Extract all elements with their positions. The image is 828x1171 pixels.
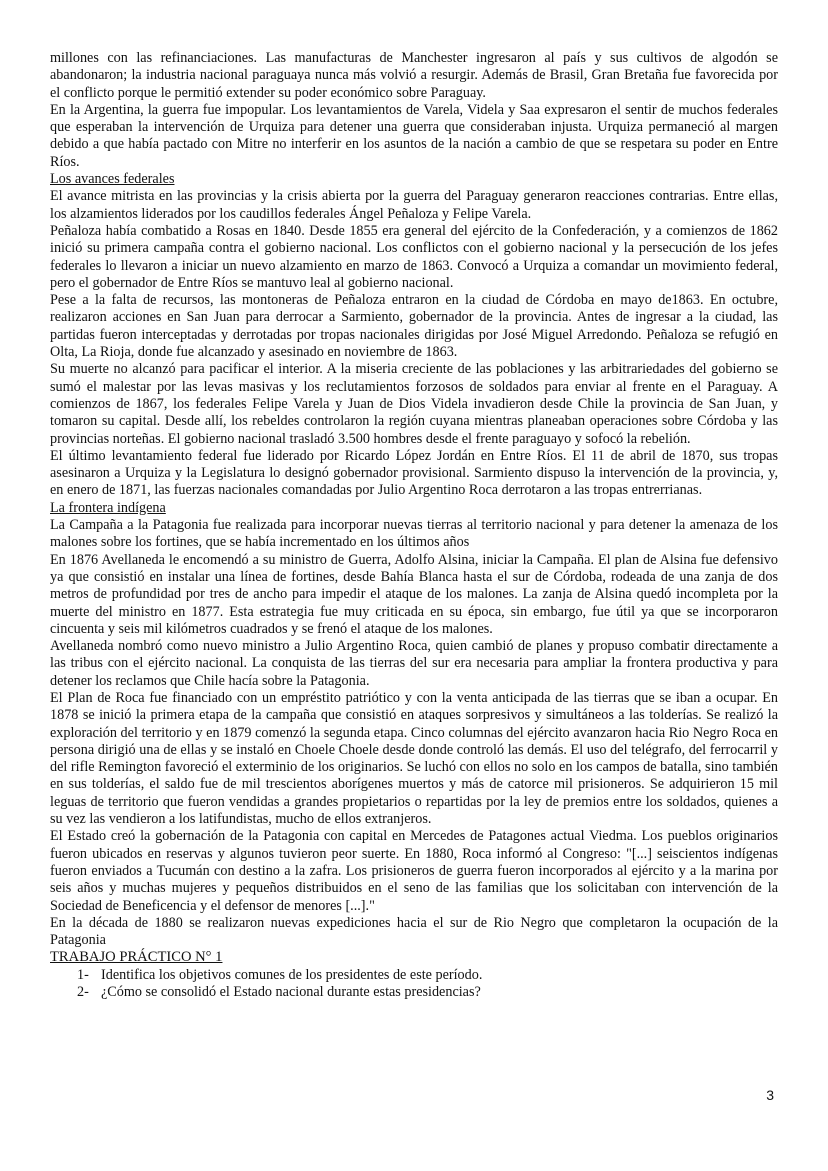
paragraph: En la Argentina, la guerra fue impopular. Los levantamientos de Varela, Videla y Saa expresaron el sentir de muchos federales que esperaban la intervención de Urquiza para detener una guerra que consideraban injusta. Urquiza permaneció al margen debido a que había pactado con Mitre no interferir en los asuntos de la nación a cambio de que se respetara su poder en Entre Ríos.	[50, 101, 778, 170]
task-list	[50, 967, 778, 1002]
paragraph: Avellaneda nombró como nuevo ministro a Julio Argentino Roca, quien cambió de planes y propuso combatir directamente a las tribus con el ejército nacional. La conquista de las tierras del sur era necesaria para ampliar la frontera productiva y para detener los reclamos que Chile hacía sobre la Patagonia.	[50, 638, 778, 689]
document-page	[50, 50, 778, 1001]
paragraph: millones con las refinanciaciones. Las manufacturas de Manchester ingresaron al país y sus cultivos de algodón se abandonaron; la industria nacional paraguaya nunca más volvió a resurgir. Además de Brasil, Gran Bretaña fue favorecida por el conflicto porque le permitió extender su poder económico sobre Paraguay.	[50, 50, 778, 101]
section-heading-frontera-indigena: La frontera indígena	[50, 499, 166, 516]
task-item	[50, 967, 778, 984]
paragraph: El avance mitrista en las provincias y la crisis abierta por la guerra del Paraguay generaron reacciones contrarias. Entre ellas, los alzamientos liderados por los caudillos federales Ángel Peñaloza y Felipe Varela.	[50, 188, 778, 222]
task-item	[50, 984, 778, 1001]
paragraph: Pese a la falta de recursos, las montoneras de Peñaloza entraron en la ciudad de Córdoba en mayo de1863. En octubre, realizaron acciones en San Juan para derrocar a Sarmiento, gobernador de la provincia. Antes de ingresar a la ciudad, las partidas fueron interceptadas y derrotadas por tropas nacionales dirigidas por José Miguel Arredondo. Peñaloza se refugió en Olta, La Rioja, donde fue alcanzado y asesinado en noviembre de 1863.	[50, 292, 778, 361]
task-number: 2-	[77, 984, 89, 1001]
paragraph: En la década de 1880 se realizaron nuevas expediciones hacia el sur de Rio Negro que completaron la ocupación de la Patagonia	[50, 914, 778, 949]
paragraph: El último levantamiento federal fue liderado por Ricardo López Jordán en Entre Ríos. El 11 de abril de 1870, sus tropas asesinaron a Urquiza y la Legislatura lo designó gobernador provisional. Sarmiento dispuso la intervención de la provincia, y, en enero de 1871, las fuerzas nacionales comandadas por Julio Argentino Roca derrotaron a las tropas entrerrianas.	[50, 447, 778, 499]
paragraph: En 1876 Avellaneda le encomendó a su ministro de Guerra, Adolfo Alsina, iniciar la Campaña. El plan de Alsina fue defensivo ya que consistió en instalar una línea de fortines, desde Bahía Blanca hasta el sur de Córdoba, rodeada de una zanja de dos metros de profundidad por tres de ancho para impedir el ataque de los malones. La zanja de Alsina quedó incompleta por la muerte del ministro en 1877. Esta estrategia fue muy criticada en su época, sin embargo, fue útil ya que se incorporaron cincuenta y seis mil kilómetros cuadrados y se frenó el ataque de los malones.	[50, 551, 778, 637]
paragraph: Peñaloza había combatido a Rosas en 1840. Desde 1855 era general del ejército de la Confederación, y a comienzos de 1862 inició su primera campaña contra el gobierno nacional. Los conflictos con el gobierno nacional y la persecución de los jefes federales lo llevaron a iniciar un nuevo alzamiento en marzo de 1863. Convocó a Urquiza a comandar un movimiento federal, pero el gobernador de Entre Ríos se mantuvo leal al gobierno nacional.	[50, 222, 778, 291]
paragraph: El Estado creó la gobernación de la Patagonia con capital en Mercedes de Patagones actual Viedma. Los pueblos originarios fueron ubicados en reservas y algunos tuvieron peor suerte. En 1880, Roca informó al Congreso: "[...] seiscientos indígenas fueron enviados a Tucumán con destino a la zafra. Los prisioneros de guerra fueron incorporados al ejército y a la marina por seis años y muchas mujeres y pequeños distribuidos en el seno de las familias que los solicitaban con intervención de la Sociedad de Beneficencia y el defensor de menores [...]."	[50, 828, 778, 914]
task-text: ¿Cómo se consolidó el Estado nacional durante estas presidencias?	[101, 984, 481, 1001]
page-number: 3	[766, 1087, 774, 1103]
paragraph: La Campaña a la Patagonia fue realizada para incorporar nuevas tierras al territorio nacional y para detener la amenaza de los malones sobre los fortines, que se había incrementado en los últimos años	[50, 517, 778, 551]
task-text: Identifica los objetivos comunes de los presidentes de este período.	[101, 966, 483, 983]
task-number: 1-	[77, 966, 89, 983]
practical-work-title: TRABAJO PRÁCTICO N° 1	[50, 949, 223, 966]
paragraph: Su muerte no alcanzó para pacificar el interior. A la miseria creciente de las poblaciones y las arbitrariedades del gobierno se sumó el malestar por las levas masivas y los reclutamientos forzosos de soldados para enviar al frente en el Paraguay. A comienzos de 1867, los federales Felipe Varela y Juan de Dios Videla invadieron desde Chile la provincia de San Juan, y tomaron su capital. Desde allí, los rebeldes controlaron la región cuyana mientras planeaban operaciones sobre Córdoba y las provincias norteñas. El gobierno nacional trasladó 3.500 hombres desde el frente paraguayo y sofocó la rebelión.	[50, 361, 778, 447]
section-heading-avances-federales: Los avances federales	[50, 171, 175, 188]
paragraph: El Plan de Roca fue financiado con un empréstito patriótico y con la venta anticipada de las tierras que se iban a ocupar. En 1878 se inició la primera etapa de la campaña que consistió en ataques sorpresivos y simultáneos a las tolderías. Se realizó la exploración del territorio y en 1879 comenzó la segunda etapa. Cinco columnas del ejército avanzaron hacia Rio Negro Roca en persona dirigió una de ellas y se instaló en Choele Choele desde donde controló las demás. El uso del telégrafo, del ferrocarril y del rifle Remington favoreció el exterminio de los originarios. Se luchó con ellos no solo en los campos de batalla, sino también en sus tolderías, el saldo fue de mil trescientos aborígenes muertos y más de catorce mil prisioneros. Se adquirieron 15 mil leguas de territorio que fueron vendidas a grandes propietarios o repartidas por la ley de premios entre los soldados, quienes a su vez las vendieron a los latifundistas, mucho de ellos extranjeros.	[50, 689, 778, 828]
